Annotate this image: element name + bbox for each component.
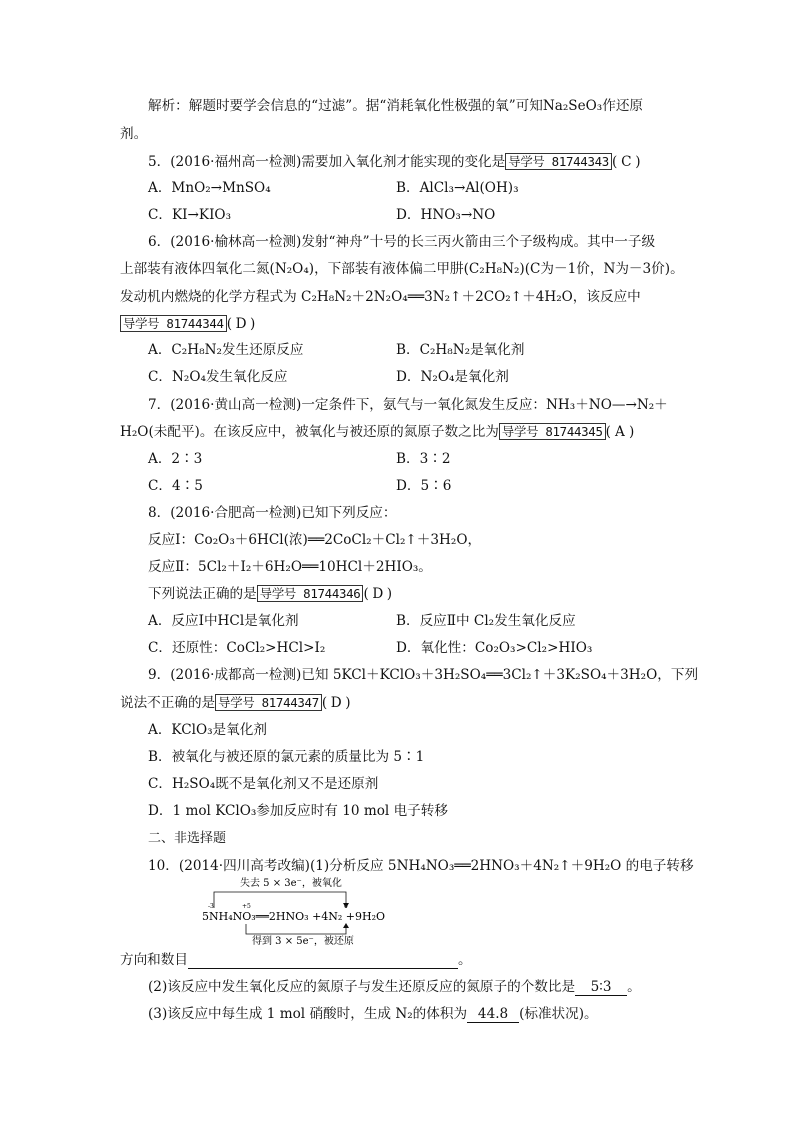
analysis-line-2: 剂。 xyxy=(120,126,148,142)
answer: D xyxy=(330,695,342,711)
bottom-arrow-line xyxy=(246,924,346,934)
option-c: C．4∶5 xyxy=(148,478,203,494)
option-b: B．3∶2 xyxy=(396,451,451,467)
diagram-equation: 5NH₄NO₃══2HNO₃ +4N₂ +9H₂O xyxy=(202,910,386,923)
doc-number-tag: 导学号 81744344 xyxy=(120,315,227,332)
option-d: D．氧化性：Co₂O₃>Cl₂>HIO₃ xyxy=(396,640,593,656)
question-10-part-3: (3)该反应中每生成 1 mol 硝酸时，生成 N₂的体积为 44.8 (标准状况)。 xyxy=(148,1006,598,1022)
question-10-line-1: 10．(2014·四川高考改编)(1)分析反应 5NH₄NO₃══2HNO₃＋4N₂↑＋9H₂O 的电子转移 xyxy=(148,858,694,874)
reaction-1: 反应Ⅰ：Co₂O₃＋6HCl(浓)══2CoCl₂＋Cl₂↑＋3H₂O， xyxy=(148,532,482,548)
option-d: D．N₂O₄是氧化剂 xyxy=(396,369,509,385)
question-7-line-2: H₂O(未配平)。在该反应中，被氧化与被还原的氮原子数之比为 导学号 81744345 ( A ) xyxy=(120,424,635,440)
diagram-top-label: 失去 5 × 3e⁻，被氧化 xyxy=(240,878,342,889)
option-a: A．C₂H₈N₂发生还原反应 xyxy=(148,342,304,358)
option-a: A．反应Ⅰ中HCl是氧化剂 xyxy=(148,613,299,629)
doc-number-tag: 导学号 81744343 xyxy=(505,153,612,170)
option-c: C．还原性：CoCl₂>HCl>I₂ xyxy=(148,640,326,656)
question-6-line-1: 6．(2016·榆林高一检测)发射“神舟”十号的长三丙火箭由三个子级构成。其中一子级 xyxy=(148,234,656,250)
doc-number-tag: 导学号 81744346 xyxy=(257,585,364,602)
option-d: D．1 mol KClO₃参加反应时有 10 mol 电子转移 xyxy=(148,803,448,819)
question-10-part-2: (2)该反应中发生氧化反应的氮原子与发生还原反应的氮原子的个数比是 5∶3 。 xyxy=(148,979,641,995)
ox-state-n-zero: 0 xyxy=(344,903,348,910)
question-6-line-4: 导学号 81744344 ( D ) xyxy=(120,314,255,334)
option-c: C．N₂O₄发生氧化反应 xyxy=(148,369,288,385)
option-a: A．MnO₂→MnSO₄ xyxy=(148,180,271,196)
option-b: B．反应Ⅱ中 Cl₂发生氧化反应 xyxy=(396,613,576,629)
question-6-line-2: 上部装有液体四氧化二氮(N₂O₄)，下部装有液体偏二甲肼(C₂H₈N₂)(C为－1价，N为－3价)。 xyxy=(120,261,684,277)
question-6-line-3: 发动机内燃烧的化学方程式为 C₂H₈N₂＋2N₂O₄══3N₂↑＋2CO₂↑＋4H₂O，该反应中 xyxy=(120,289,641,305)
answer: D xyxy=(235,316,247,332)
answer: C xyxy=(621,154,632,170)
option-c: C．KI→KIO₃ xyxy=(148,207,232,223)
top-arrow-line xyxy=(214,892,346,908)
doc-number-tag: 导学号 81744345 xyxy=(499,423,606,440)
ox-state-n-minus3: -3 xyxy=(208,903,214,910)
question-8-line-4: 下列说法正确的是 导学号 81744346 ( D ) xyxy=(148,586,393,602)
answer-blank: 44.8 xyxy=(467,1006,519,1023)
option-a: A．KClO₃是氧化剂 xyxy=(148,722,267,738)
option-b: B．AlCl₃→Al(OH)₃ xyxy=(396,180,519,196)
option-d: D．5∶6 xyxy=(396,478,452,494)
option-a: A．2∶3 xyxy=(148,451,203,467)
analysis-label: 解析： xyxy=(148,98,189,114)
question-8-line-1: 8．(2016·合肥高一检测)已知下列反应： xyxy=(148,505,397,521)
answer-blank: 5∶3 xyxy=(575,979,627,996)
option-c: C．H₂SO₄既不是氧化剂又不是还原剂 xyxy=(148,776,379,792)
bottom-arrow-head xyxy=(343,923,349,928)
option-d: D．HNO₃→NO xyxy=(396,207,496,223)
answer-blank xyxy=(188,952,458,969)
doc-number-tag: 导学号 81744347 xyxy=(215,694,322,711)
ox-state-n-plus5: +5 xyxy=(242,903,251,910)
question-10-line-3: 方向和数目 。 xyxy=(120,952,472,968)
question-9-line-2: 说法不正确的是 导学号 81744347 ( D ) xyxy=(120,695,351,711)
diagram-bottom-label: 得到 3 × 5e⁻，被还原 xyxy=(252,936,354,946)
question-7-line-1: 7．(2016·黄山高一检测)一定条件下，氨气与一氧化氮发生反应：NH₃＋NO—→N₂＋ xyxy=(148,397,668,413)
option-b: B．被氧化与被还原的氯元素的质量比为 5∶1 xyxy=(148,749,425,765)
section-heading: 二、非选择题 xyxy=(148,831,227,846)
electron-transfer-diagram xyxy=(200,876,410,946)
answer: A xyxy=(615,424,625,440)
option-b: B．C₂H₈N₂是氧化剂 xyxy=(396,342,525,358)
question-5-stem: 5．(2016·福州高一检测)需要加入氧化剂才能实现的变化是 导学号 81744343 ( C ) xyxy=(148,154,641,170)
answer: D xyxy=(372,586,384,602)
analysis-line-1: 解析：解题时要学会信息的“过滤”。据“消耗氧化性极强的氧”可知Na₂SeO₃作还原 xyxy=(148,98,644,114)
reaction-2: 反应Ⅱ：5Cl₂＋I₂＋6H₂O══10HCl＋2HIO₃。 xyxy=(148,559,432,575)
question-9-line-1: 9．(2016·成都高一检测)已知 5KCl＋KClO₃＋3H₂SO₄══3Cl₂↑＋3K₂SO₄＋3H₂O，下列 xyxy=(148,667,699,683)
